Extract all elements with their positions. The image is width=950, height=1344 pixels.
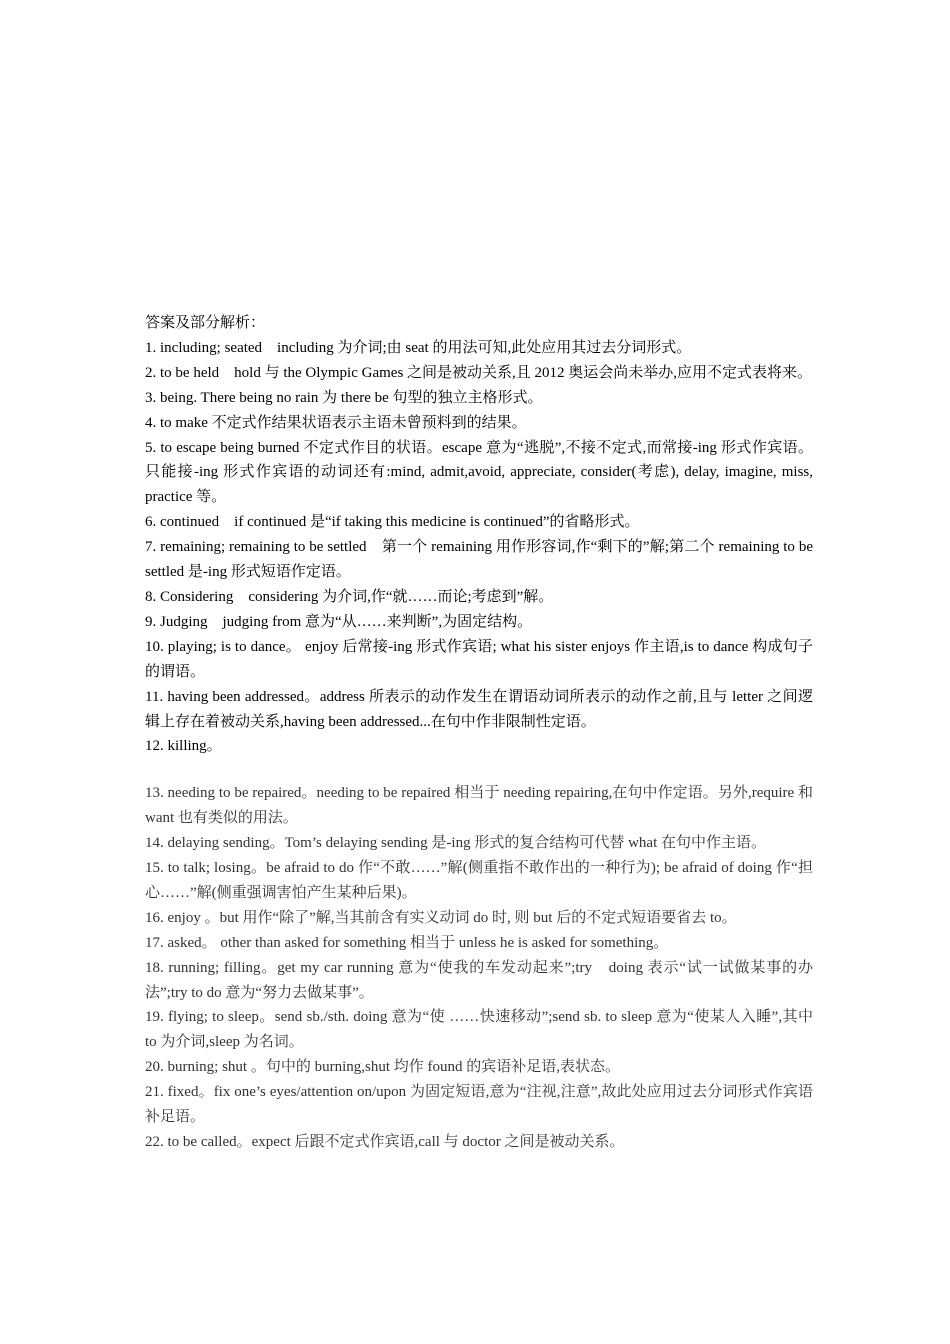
answer-item: 1. including; seated including 为介词;由 seat 的用法可知,此处应用其过去分词形式。: [145, 339, 692, 356]
answer-group-1: [145, 336, 813, 759]
answer-item: 4. to make 不定式作结果状语表示主语未曾预料到的结果。: [145, 414, 527, 431]
answer-item: 7. remaining; remaining to be settled 第一个 remaining 用作形容词,作“剩下的”解;第二个 remaining to be settled 是-ing 形式短语作定语。: [145, 539, 813, 581]
answer-item: 18. running; filling。get my car running 意为“使我的车发动起来”;try doing 表示“试一试做某事的办法”;try to do 意为“努力去做某事”。: [145, 959, 813, 1001]
answer-item: 11. having been addressed。address 所表示的动作发生在谓语动词所表示的动作之前,且与 letter 之间逻辑上存在着被动关系,having been addressed...在句中作非限制性定语。: [145, 688, 813, 730]
answer-item: 13. needing to be repaired。needing to be repaired 相当于 needing repairing,在句中作定语。另外,require 和 want 也有类似的用法。: [145, 785, 813, 827]
answer-key: [145, 311, 813, 1155]
answer-item: 12. killing。: [145, 738, 222, 755]
answer-heading: 答案及部分解析：: [145, 315, 266, 331]
answer-item: 10. playing; is to dance。 enjoy 后常接-ing 形式作宾语; what his sister enjoys 作主语,is to dance 构成句子的谓语。: [145, 638, 813, 680]
answer-item: 20. burning; shut 。句中的 burning,shut 均作 found 的宾语补足语,表状态。: [145, 1059, 620, 1076]
answer-item: 2. to be held hold 与 the Olympic Games 之间是被动关系,且 2012 奥运会尚未举办,应用不定式表将来。: [145, 364, 813, 381]
answer-item: 17. asked。 other than asked for something 相当于 unless he is asked for something。: [145, 934, 669, 951]
answer-item: 14. delaying sending。Tom’s delaying sending 是-ing 形式的复合结构可代替 what 在句中作主语。: [145, 835, 766, 852]
answer-item: 15. to talk; losing。be afraid to do 作“不敢……”解(侧重指不敢作出的一种行为); be afraid of doing 作“担心……”解(侧重强调害怕产生某种后果)。: [145, 860, 813, 901]
answer-item: 5. to escape being burned 不定式作目的状语。escape 意为“逃脱”,不接不定式,而常接-ing 形式作宾语。只能接-ing 形式作宾语的动词还有:mind, admit,avoid, appreciate, consider(考虑), delay, imagine, miss, practice 等。: [145, 439, 813, 506]
answer-item: 22. to be called。expect 后跟不定式作宾语,call 与 doctor 之间是被动关系。: [145, 1134, 625, 1150]
answer-item: 16. enjoy 。but 用作“除了”解,当其前含有实义动词 do 时, 则 but 后的不定式短语要省去 to。: [145, 909, 737, 926]
answer-item: 3. being. There being no rain 为 there be 句型的独立主格形式。: [145, 389, 543, 406]
answer-group-2: [145, 781, 813, 1155]
answer-item: 8. Considering considering 为介词,作“就……而论;考虑到”解。: [145, 588, 554, 605]
answer-item: 19. flying; to sleep。send sb./sth. doing 意为“使 ……快速移动”;send sb. to sleep 意为“使某人入睡”,其中 to 为介词,sleep 为名词。: [145, 1009, 813, 1051]
answer-item: 9. Judging judging from 意为“从……来判断”,为固定结构。: [145, 613, 533, 630]
answer-item: 21. fixed。fix one’s eyes/attention on/upon 为固定短语,意为“注视,注意”,故此处应用过去分词形式作宾语补足语。: [145, 1084, 813, 1126]
answer-item: 6. continued if continued 是“if taking this medicine is continued”的省略形式。: [145, 514, 640, 531]
